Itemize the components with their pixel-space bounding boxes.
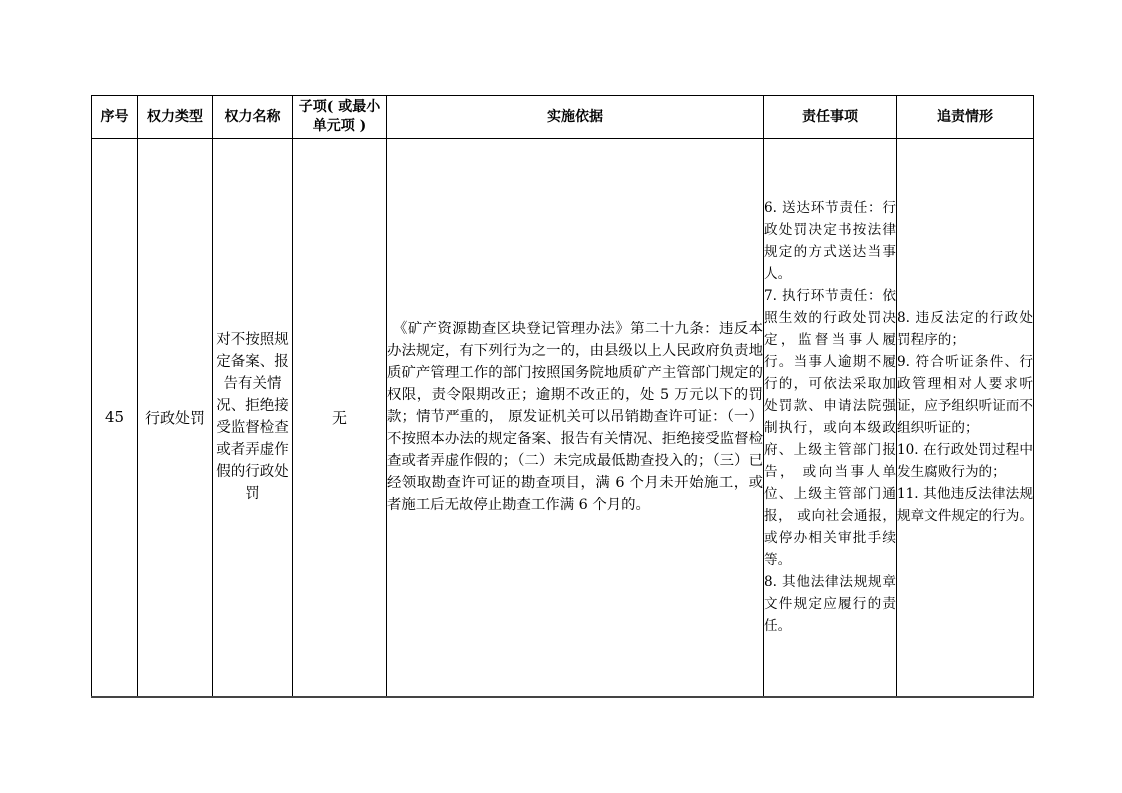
table-header-row — [92, 96, 1034, 139]
cell-basis — [387, 139, 764, 697]
power-list-table — [91, 95, 1034, 698]
accountability-item: 8. 违反法定的行政处罚程序的； — [897, 310, 1033, 349]
col-header-basis: 实施依据 — [387, 96, 764, 139]
cell-power-name: 对不按照规定备案、报告有关情况、拒绝接受监督检查或者弄虚作假的行政处罚 — [213, 139, 293, 697]
col-header-duty: 责任事项 — [764, 96, 897, 139]
col-header-power-name: 权力名称 — [213, 96, 293, 139]
col-header-seq: 序号 — [92, 96, 138, 139]
col-header-sub-item: 子项( 或最小单元项 ) — [293, 96, 387, 139]
duty-item: 7. 执行环节责任：依照生效的行政处罚决定，监督当事人履行。当事人逾期不履行的，可依法采取加处罚款、申请法院强制执行，或向本级政府、上级主管部门报告， 或向当事人单位、上级主管部门通报， 或向社会通报，或停办相关审批手续等。 — [764, 288, 896, 569]
cell-power-type: 行政处罚 — [138, 139, 213, 697]
col-header-power-type: 权力类型 — [138, 96, 213, 139]
accountability-item: 9. 符合听证条件、行政管理相对人要求听证，应予组织听证而不组织听证的； — [897, 354, 1033, 437]
accountability-item: 11. 其他违反法律法规规章文件规定的行为。 — [897, 486, 1033, 525]
cell-accountability — [897, 139, 1034, 697]
accountability-item: 10. 在行政处罚过程中发生腐败行为的； — [897, 442, 1033, 481]
table-row — [92, 139, 1034, 697]
basis-paragraph: 《矿产资源勘查区块登记管理办法》第二十九条：违反本办法规定，有下列行为之一的，由县级以上人民政府负责地质矿产管理工作的部门按照国务院地质矿产主管部门规定的权限，责令限期改正；逾期不改正的，处 5 万元以下的罚款；情节严重的， 原发证机关可以吊销勘查许可证：（一）不按照本办法的规定备案、报告有关情况、拒绝接受监督检查或者弄虚作假的；（二）未完成最低勘查投入的；（三）已经领取勘查许可证的勘查项目，满 6 个月未开始施工，或者施工后无故停止勘查工作满 6 个月的。 — [387, 321, 763, 514]
cell-duty — [764, 139, 897, 697]
cell-seq: 45 — [92, 139, 138, 697]
duty-item: 8. 其他法律法规规章文件规定应履行的责任。 — [764, 574, 896, 635]
duty-item: 6. 送达环节责任：行政处罚决定书按法律规定的方式送达当事人。 — [764, 200, 896, 283]
col-header-accountability: 追责情形 — [897, 96, 1034, 139]
cell-sub-item: 无 — [293, 139, 387, 697]
